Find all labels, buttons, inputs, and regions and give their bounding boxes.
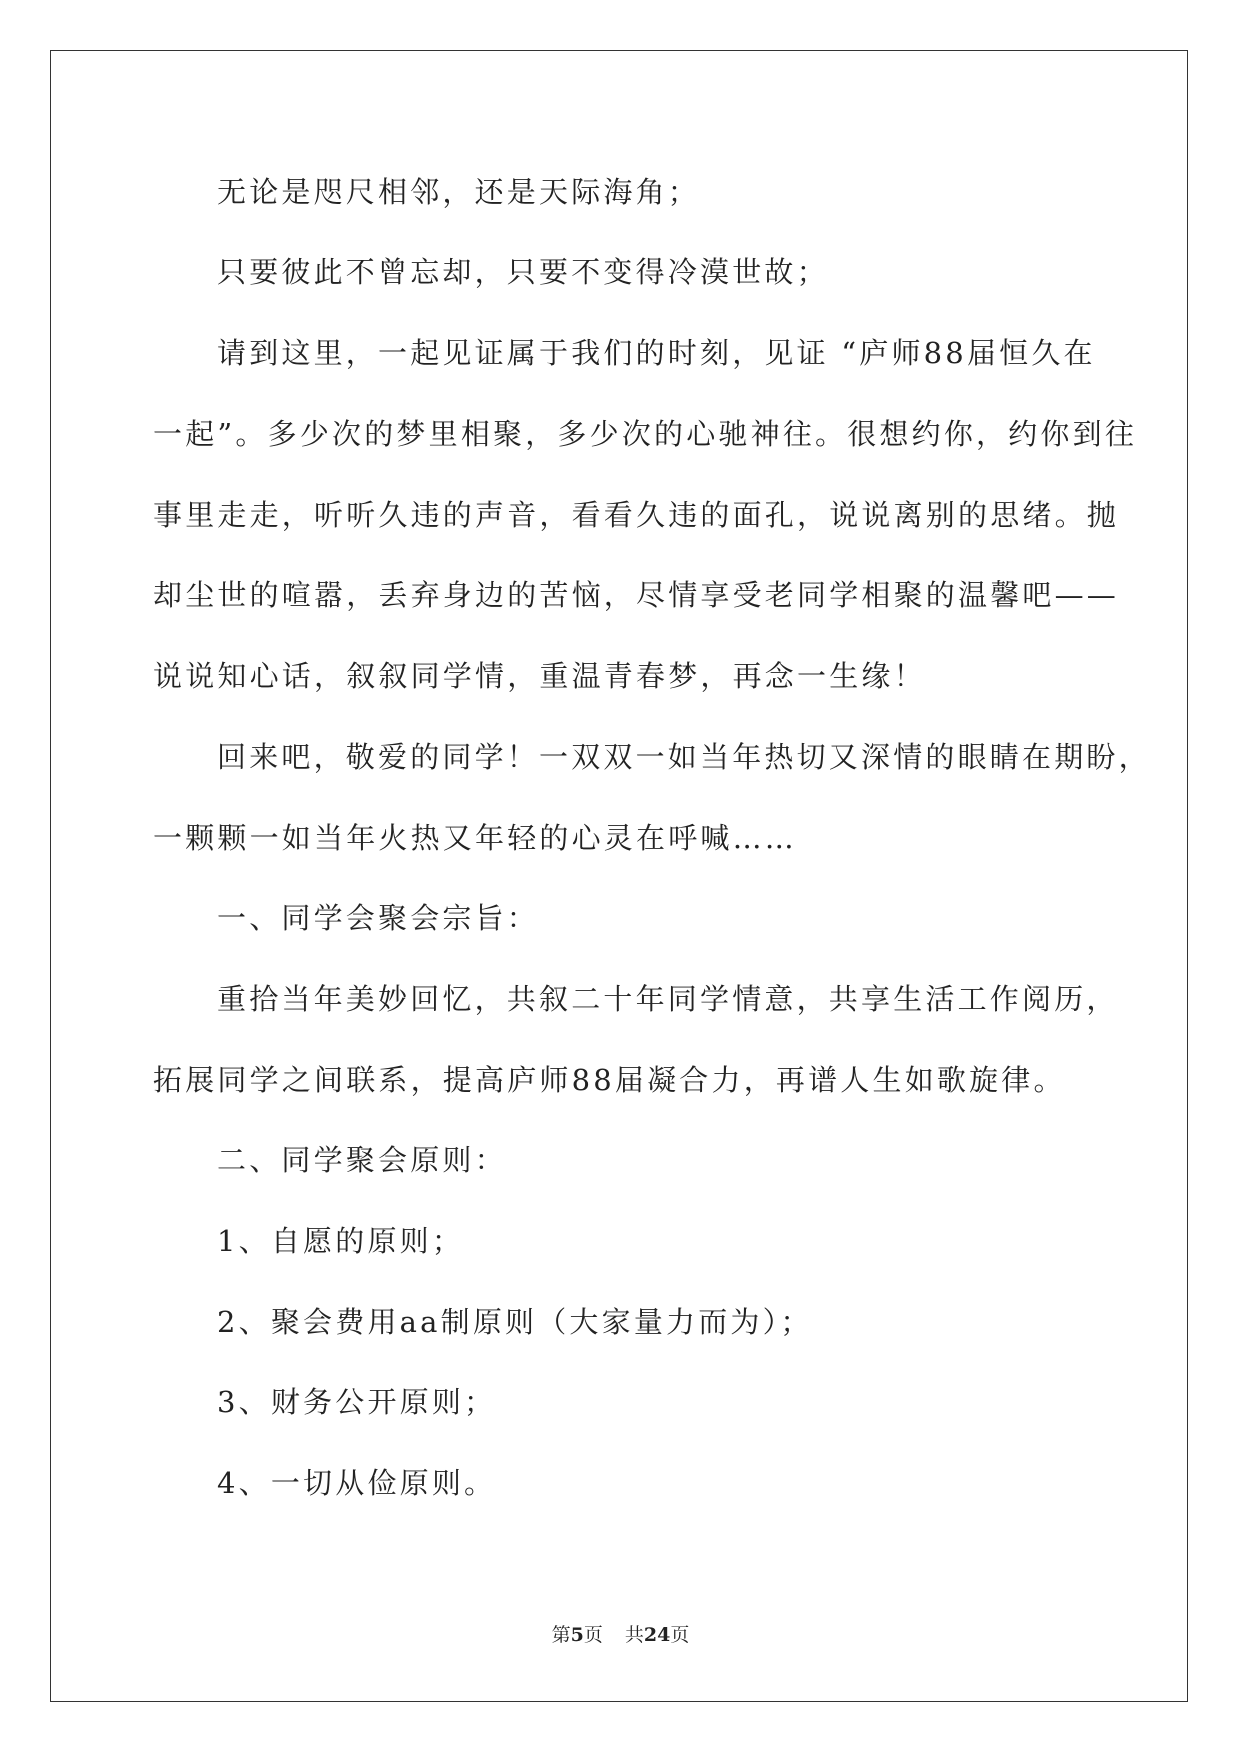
- paragraph-line: 事里走走，听听久违的声音，看看久违的面孔，说说离别的思绪。抛: [153, 498, 1120, 532]
- paragraph-line: 重拾当年美妙回忆，共叙二十年同学情意，共享生活工作阅历，: [217, 982, 1119, 1016]
- paragraph-line: 拓展同学之间联系，提高庐师88届凝合力，再谱人生如歌旋律。: [153, 1063, 1066, 1097]
- paragraph-line: 只要彼此不曾忘却，只要不变得冷漠世故；: [217, 255, 829, 289]
- paragraph-line: 一颗颗一如当年火热又年轻的心灵在呼喊……: [153, 821, 798, 855]
- paragraph-line: 回来吧，敬爱的同学！一双双一如当年热切又深情的眼睛在期盼，: [217, 740, 1151, 774]
- footer-total-prefix: 共: [624, 1624, 644, 1646]
- paragraph-line: 无论是咫尺相邻，还是天际海角；: [217, 175, 701, 209]
- paragraph-line: 说说知心话，叙叙同学情，重温青春梦，再念一生缘！: [153, 659, 926, 693]
- footer-page-suffix: 页: [583, 1624, 603, 1646]
- footer-prefix: 第: [551, 1624, 571, 1646]
- footer-total-suffix: 页: [670, 1624, 690, 1646]
- paragraph-line: 却尘世的喧嚣，丢弃身边的苦恼，尽情享受老同学相聚的温馨吧——: [153, 578, 1120, 612]
- section-heading: 二、同学聚会原则：: [217, 1143, 507, 1177]
- page-border: [50, 50, 1188, 1702]
- total-pages-number: 24: [643, 1624, 671, 1646]
- list-item: 1、自愿的原则；: [217, 1224, 465, 1258]
- list-item: 2、聚会费用aa制原则（大家量力而为）；: [217, 1305, 813, 1339]
- current-page-number: 5: [570, 1624, 584, 1646]
- section-heading: 一、同学会聚会宗旨：: [217, 901, 540, 935]
- paragraph-line: 一起”。多少次的梦里相聚，多少次的心驰神往。很想约你，约你到往: [153, 417, 1138, 451]
- paragraph-line: 请到这里，一起见证属于我们的时刻，见证 “庐师88届恒久在: [217, 336, 1096, 370]
- list-item: 4、一切从俭原则。: [217, 1466, 497, 1500]
- page-footer: [0, 1623, 1241, 1647]
- list-item: 3、财务公开原则；: [217, 1385, 497, 1419]
